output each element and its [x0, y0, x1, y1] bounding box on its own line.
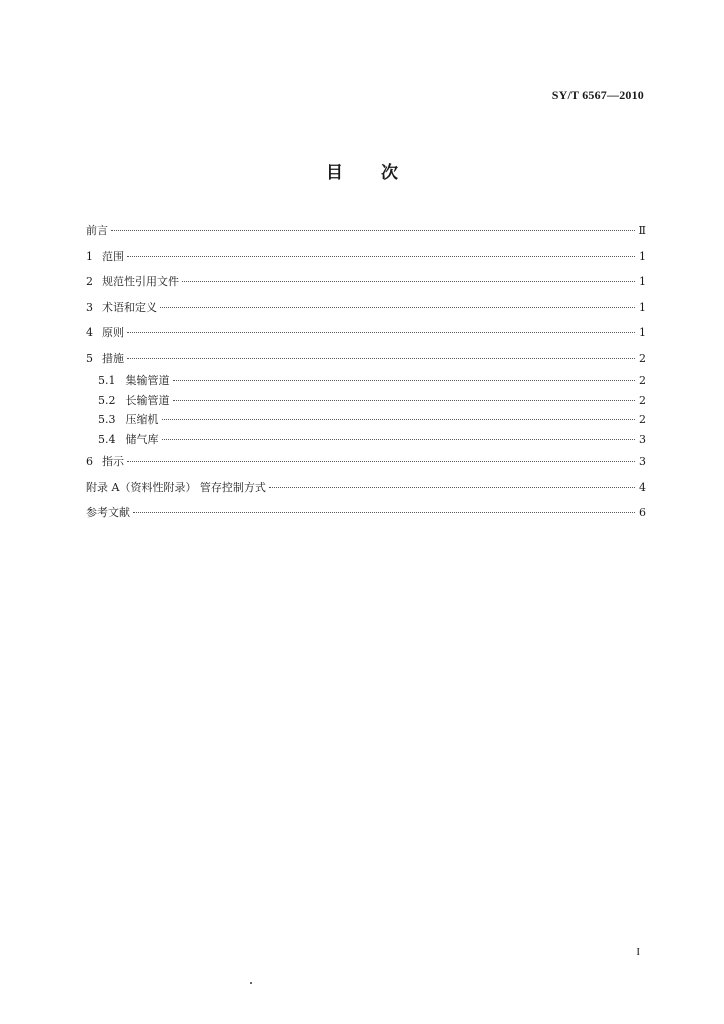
toc-page: 2	[639, 374, 646, 387]
toc-label: 原则	[102, 326, 124, 339]
leader-dots	[160, 306, 635, 308]
leader-dots	[182, 280, 635, 282]
toc-number: 5.4	[98, 432, 116, 446]
leader-dots	[269, 486, 635, 488]
toc-number: 5.1	[98, 374, 116, 387]
leader-dots	[127, 357, 635, 359]
leader-dots	[111, 229, 635, 231]
toc-label: 附录 A（资料性附录） 管存控制方式	[86, 480, 266, 494]
toc-entry-references[interactable]	[86, 500, 646, 526]
toc-entry-5-2[interactable]	[86, 391, 646, 411]
toc-entry-5-1[interactable]	[86, 371, 646, 391]
toc-page: 3	[639, 432, 646, 446]
leader-dots	[127, 255, 635, 257]
toc-label: 范围	[102, 249, 124, 263]
toc-entry-6[interactable]	[86, 449, 646, 475]
toc-label: 规范性引用文件	[102, 275, 179, 288]
toc-label: 压缩机	[125, 413, 159, 426]
leader-dots	[173, 379, 636, 381]
toc-page: 2	[639, 413, 646, 426]
leader-dots	[127, 460, 635, 462]
toc-number: 3	[86, 300, 93, 314]
leader-dots	[133, 511, 635, 513]
toc-page: 6	[639, 506, 646, 519]
toc-entry-1[interactable]	[86, 244, 646, 270]
leader-dots	[127, 331, 635, 333]
toc-number: 2	[86, 275, 93, 288]
toc-number: 5.3	[98, 413, 116, 426]
toc-number: 6	[86, 455, 93, 468]
scan-speck	[250, 982, 252, 984]
toc-entry-5-3[interactable]	[86, 410, 646, 430]
toc-number: 5	[86, 351, 93, 365]
title-char-2: 次	[381, 163, 398, 183]
toc-page: 1	[639, 275, 646, 288]
table-of-contents	[86, 218, 646, 526]
toc-entry-5[interactable]	[86, 346, 646, 372]
standard-code: SY/T 6567—2010	[551, 88, 644, 102]
toc-page: 1	[639, 326, 646, 339]
toc-entry-5-4[interactable]	[86, 430, 646, 450]
toc-page: 2	[639, 351, 646, 365]
toc-label: 术语和定义	[102, 300, 157, 314]
toc-label: 储气库	[125, 432, 159, 446]
toc-entry-2[interactable]	[86, 269, 646, 295]
toc-label: 参考文献	[86, 506, 130, 519]
toc-entry-foreword[interactable]	[86, 218, 646, 244]
toc-label: 前言	[86, 224, 108, 237]
toc-page: 4	[639, 480, 646, 494]
toc-label: 指示	[102, 455, 124, 468]
toc-page: 1	[639, 249, 646, 263]
toc-page: 1	[639, 300, 646, 314]
leader-dots	[162, 438, 636, 440]
toc-page: Ⅱ	[638, 224, 646, 237]
toc-entry-4[interactable]	[86, 320, 646, 346]
toc-number: 4	[86, 326, 93, 339]
page-number: I	[636, 946, 640, 958]
toc-entry-appendix-a[interactable]	[86, 475, 646, 501]
page-title	[0, 158, 724, 183]
toc-number: 5.2	[98, 393, 116, 407]
toc-label: 措施	[102, 351, 124, 365]
toc-page: 2	[639, 393, 646, 407]
toc-entry-3[interactable]	[86, 295, 646, 321]
leader-dots	[162, 418, 636, 420]
toc-number: 1	[86, 249, 93, 263]
toc-label: 集输管道	[125, 374, 170, 387]
leader-dots	[173, 399, 636, 401]
toc-label: 长输管道	[125, 393, 170, 407]
title-char-1: 目	[326, 163, 343, 183]
toc-page: 3	[639, 455, 646, 468]
